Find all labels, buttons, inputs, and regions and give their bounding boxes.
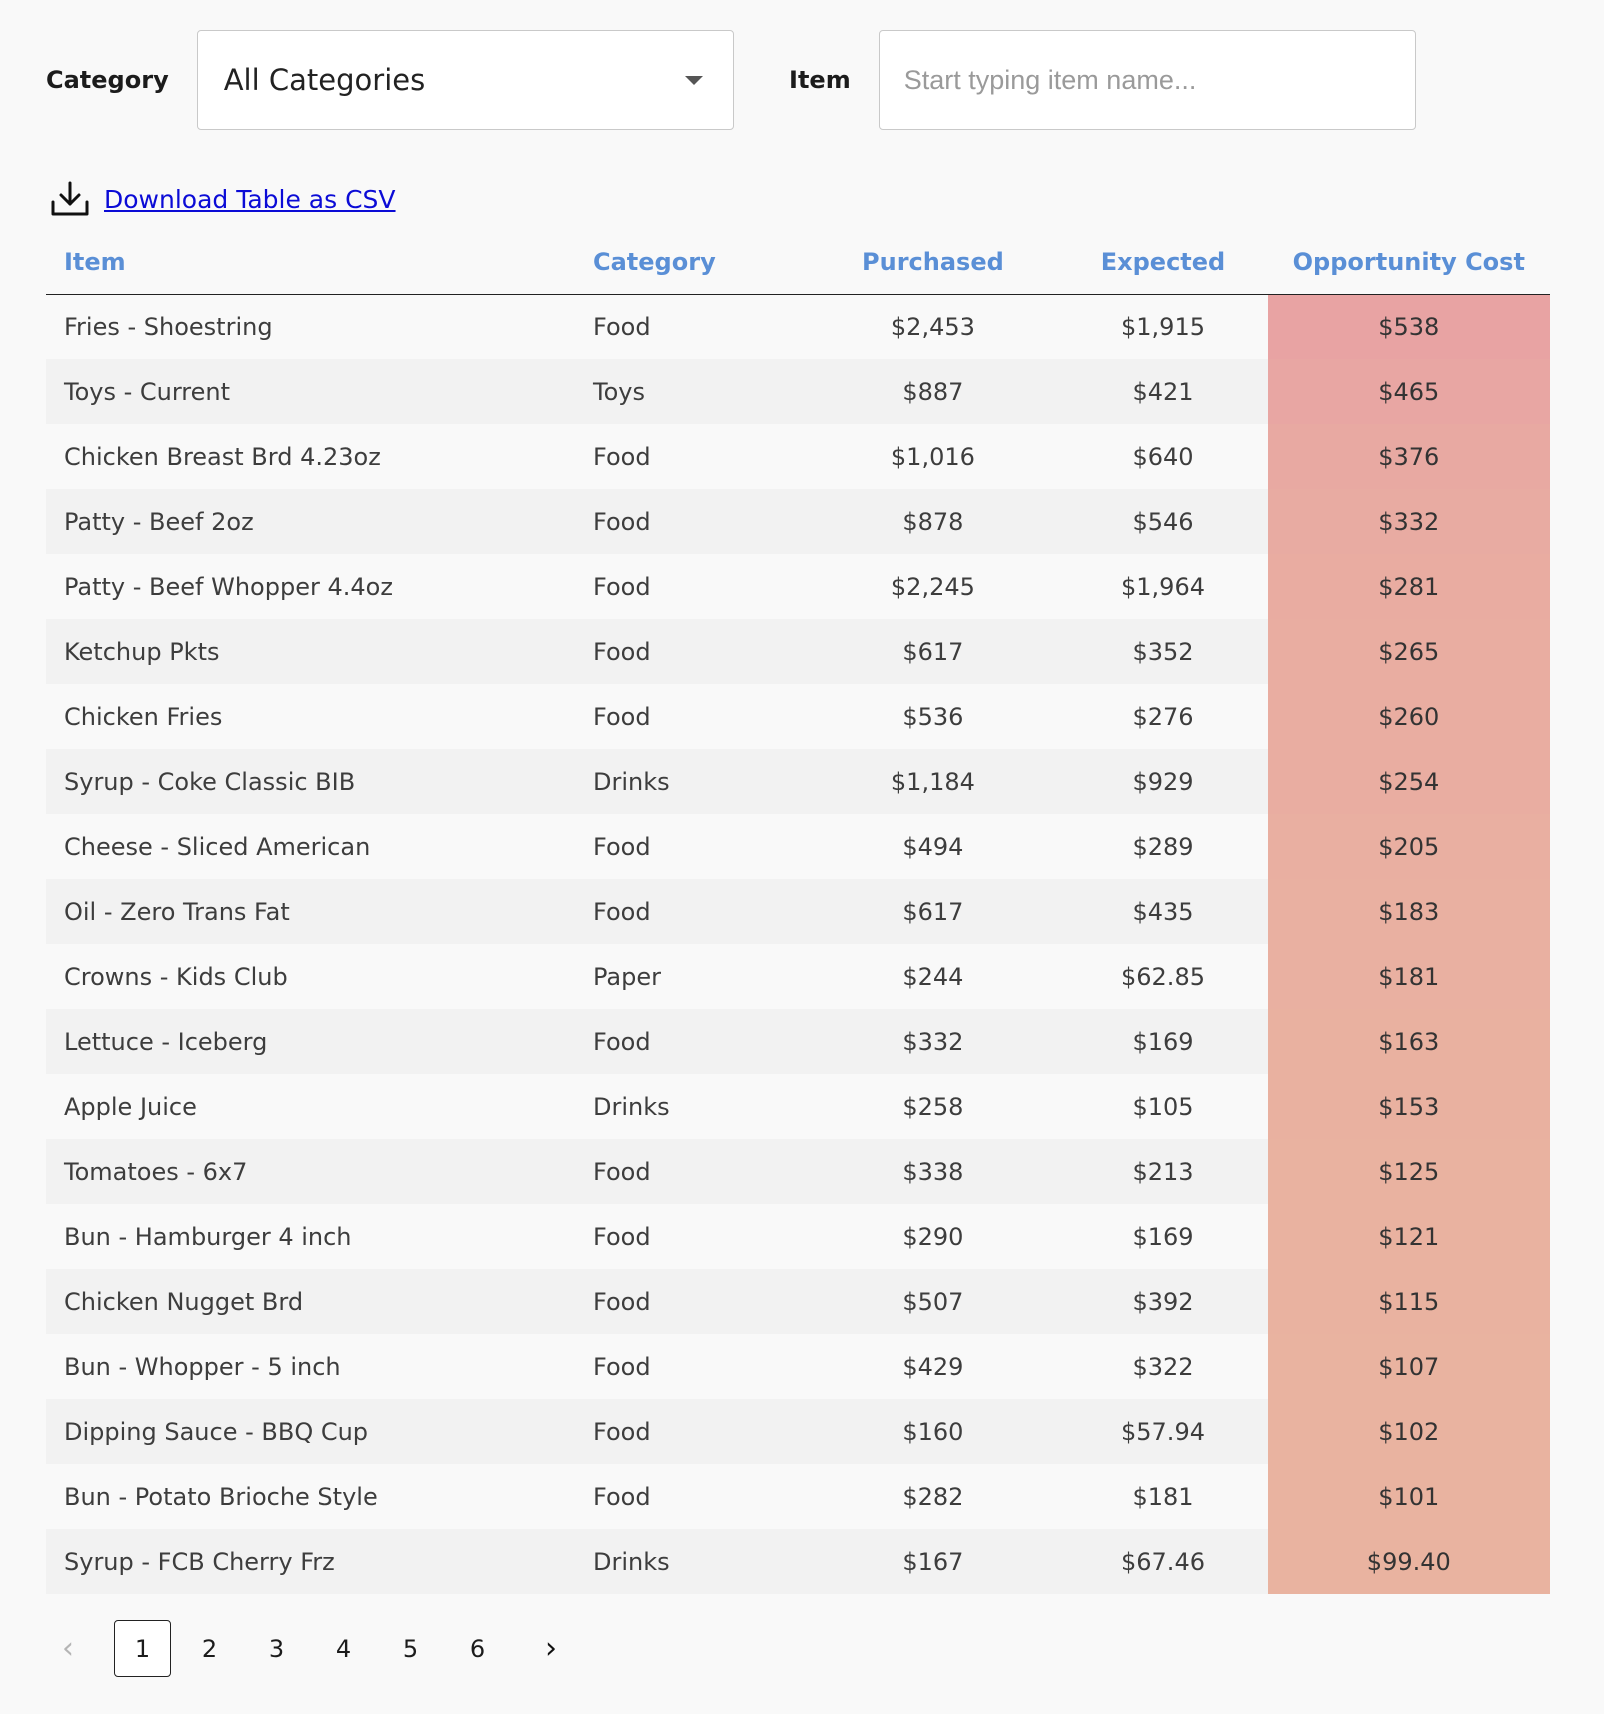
cell-opportunity-cost: $99.40 bbox=[1268, 1529, 1550, 1594]
cell-purchased: $429 bbox=[807, 1334, 1058, 1399]
cell-opportunity-cost: $115 bbox=[1268, 1269, 1550, 1334]
filter-bar bbox=[46, 30, 1416, 130]
table-row bbox=[46, 1204, 1550, 1269]
cell-purchased: $282 bbox=[807, 1464, 1058, 1529]
table-row bbox=[46, 1334, 1550, 1399]
cell-item: Cheese - Sliced American bbox=[46, 814, 593, 879]
table-body bbox=[46, 294, 1550, 1594]
cell-opportunity-cost: $181 bbox=[1268, 944, 1550, 1009]
cell-expected: $67.46 bbox=[1058, 1529, 1267, 1594]
cell-category: Food bbox=[593, 294, 807, 359]
cell-item: Lettuce - Iceberg bbox=[46, 1009, 593, 1074]
table-row bbox=[46, 944, 1550, 1009]
cell-opportunity-cost: $254 bbox=[1268, 749, 1550, 814]
cell-expected: $929 bbox=[1058, 749, 1267, 814]
cell-opportunity-cost: $107 bbox=[1268, 1334, 1550, 1399]
cell-purchased: $1,184 bbox=[807, 749, 1058, 814]
item-search-input[interactable] bbox=[879, 30, 1416, 130]
item-filter-label: Item bbox=[789, 66, 851, 94]
cell-item: Chicken Fries bbox=[46, 684, 593, 749]
cell-opportunity-cost: $101 bbox=[1268, 1464, 1550, 1529]
table-row bbox=[46, 1009, 1550, 1074]
table-row bbox=[46, 424, 1550, 489]
cell-expected: $322 bbox=[1058, 1334, 1267, 1399]
cell-category: Food bbox=[593, 489, 807, 554]
cell-category: Food bbox=[593, 1139, 807, 1204]
column-header-category[interactable]: Category bbox=[593, 230, 807, 294]
chevron-right-icon[interactable]: › bbox=[545, 1631, 557, 1666]
cell-item: Fries - Shoestring bbox=[46, 294, 593, 359]
download-icon[interactable] bbox=[50, 180, 90, 218]
download-csv[interactable] bbox=[50, 180, 396, 218]
cell-purchased: $1,016 bbox=[807, 424, 1058, 489]
cell-item: Patty - Beef 2oz bbox=[46, 489, 593, 554]
cell-opportunity-cost: $153 bbox=[1268, 1074, 1550, 1139]
cell-item: Chicken Nugget Brd bbox=[46, 1269, 593, 1334]
cell-expected: $352 bbox=[1058, 619, 1267, 684]
table-header-row bbox=[46, 230, 1550, 294]
cell-purchased: $494 bbox=[807, 814, 1058, 879]
cell-expected: $392 bbox=[1058, 1269, 1267, 1334]
category-filter-label: Category bbox=[46, 66, 169, 94]
table-row bbox=[46, 684, 1550, 749]
cell-expected: $421 bbox=[1058, 359, 1267, 424]
caret-down-icon bbox=[685, 76, 703, 85]
table-row bbox=[46, 1399, 1550, 1464]
cell-category: Food bbox=[593, 1334, 807, 1399]
page-3-button[interactable]: 3 bbox=[268, 1634, 285, 1663]
cell-category: Toys bbox=[593, 359, 807, 424]
table-row bbox=[46, 1139, 1550, 1204]
cell-item: Bun - Potato Brioche Style bbox=[46, 1464, 593, 1529]
cell-category: Food bbox=[593, 619, 807, 684]
cell-item: Chicken Breast Brd 4.23oz bbox=[46, 424, 593, 489]
table-row bbox=[46, 294, 1550, 359]
table-row bbox=[46, 359, 1550, 424]
cell-category: Drinks bbox=[593, 1529, 807, 1594]
column-header-expected[interactable]: Expected bbox=[1058, 230, 1267, 294]
cell-purchased: $160 bbox=[807, 1399, 1058, 1464]
cell-opportunity-cost: $465 bbox=[1268, 359, 1550, 424]
cell-purchased: $338 bbox=[807, 1139, 1058, 1204]
page-5-button[interactable]: 5 bbox=[402, 1634, 419, 1663]
cell-expected: $289 bbox=[1058, 814, 1267, 879]
cell-category: Food bbox=[593, 684, 807, 749]
cell-purchased: $507 bbox=[807, 1269, 1058, 1334]
cell-purchased: $2,245 bbox=[807, 554, 1058, 619]
cell-item: Dipping Sauce - BBQ Cup bbox=[46, 1399, 593, 1464]
cell-item: Patty - Beef Whopper 4.4oz bbox=[46, 554, 593, 619]
cell-item: Bun - Hamburger 4 inch bbox=[46, 1204, 593, 1269]
cell-category: Food bbox=[593, 1464, 807, 1529]
cell-purchased: $617 bbox=[807, 619, 1058, 684]
cell-opportunity-cost: $183 bbox=[1268, 879, 1550, 944]
cell-expected: $640 bbox=[1058, 424, 1267, 489]
page-6-button[interactable]: 6 bbox=[469, 1634, 486, 1663]
cell-expected: $169 bbox=[1058, 1204, 1267, 1269]
cell-expected: $276 bbox=[1058, 684, 1267, 749]
column-header-purchased[interactable]: Purchased bbox=[807, 230, 1058, 294]
cell-opportunity-cost: $125 bbox=[1268, 1139, 1550, 1204]
cell-expected: $62.85 bbox=[1058, 944, 1267, 1009]
column-header-item[interactable]: Item bbox=[46, 230, 593, 294]
cell-category: Drinks bbox=[593, 749, 807, 814]
cell-expected: $181 bbox=[1058, 1464, 1267, 1529]
cell-expected: $213 bbox=[1058, 1139, 1267, 1204]
table-row bbox=[46, 1269, 1550, 1334]
table-row bbox=[46, 749, 1550, 814]
cell-purchased: $258 bbox=[807, 1074, 1058, 1139]
cell-opportunity-cost: $265 bbox=[1268, 619, 1550, 684]
table-row bbox=[46, 554, 1550, 619]
cell-category: Food bbox=[593, 814, 807, 879]
table-row bbox=[46, 1074, 1550, 1139]
cell-category: Food bbox=[593, 879, 807, 944]
category-select[interactable] bbox=[197, 30, 734, 130]
cell-category: Food bbox=[593, 424, 807, 489]
cell-purchased: $332 bbox=[807, 1009, 1058, 1074]
pagination bbox=[50, 1620, 569, 1677]
cell-purchased: $617 bbox=[807, 879, 1058, 944]
chevron-left-icon[interactable]: ‹ bbox=[62, 1631, 74, 1666]
cell-expected: $1,915 bbox=[1058, 294, 1267, 359]
cell-item: Tomatoes - 6x7 bbox=[46, 1139, 593, 1204]
cell-expected: $435 bbox=[1058, 879, 1267, 944]
cell-opportunity-cost: $121 bbox=[1268, 1204, 1550, 1269]
cell-item: Syrup - FCB Cherry Frz bbox=[46, 1529, 593, 1594]
cell-purchased: $244 bbox=[807, 944, 1058, 1009]
cell-item: Ketchup Pkts bbox=[46, 619, 593, 684]
cell-item: Apple Juice bbox=[46, 1074, 593, 1139]
cell-opportunity-cost: $163 bbox=[1268, 1009, 1550, 1074]
table-row bbox=[46, 879, 1550, 944]
table-row bbox=[46, 619, 1550, 684]
cell-purchased: $878 bbox=[807, 489, 1058, 554]
cell-category: Food bbox=[593, 1399, 807, 1464]
page-1-button[interactable]: 1 bbox=[114, 1620, 171, 1677]
table-row bbox=[46, 1464, 1550, 1529]
cell-opportunity-cost: $538 bbox=[1268, 294, 1550, 359]
cell-expected: $1,964 bbox=[1058, 554, 1267, 619]
cell-category: Food bbox=[593, 1204, 807, 1269]
table-row bbox=[46, 1529, 1550, 1594]
cell-expected: $57.94 bbox=[1058, 1399, 1267, 1464]
cell-opportunity-cost: $205 bbox=[1268, 814, 1550, 879]
cell-expected: $169 bbox=[1058, 1009, 1267, 1074]
column-header-opportunity-cost[interactable]: Opportunity Cost bbox=[1268, 230, 1550, 294]
cell-expected: $546 bbox=[1058, 489, 1267, 554]
page-2-button[interactable]: 2 bbox=[201, 1634, 218, 1663]
cell-purchased: $290 bbox=[807, 1204, 1058, 1269]
cell-opportunity-cost: $332 bbox=[1268, 489, 1550, 554]
table-row bbox=[46, 814, 1550, 879]
opportunity-cost-table bbox=[46, 230, 1550, 1594]
cell-purchased: $536 bbox=[807, 684, 1058, 749]
table-row bbox=[46, 489, 1550, 554]
cell-purchased: $2,453 bbox=[807, 294, 1058, 359]
cell-category: Drinks bbox=[593, 1074, 807, 1139]
cell-item: Toys - Current bbox=[46, 359, 593, 424]
page-4-button[interactable]: 4 bbox=[335, 1634, 352, 1663]
cell-category: Paper bbox=[593, 944, 807, 1009]
cell-purchased: $167 bbox=[807, 1529, 1058, 1594]
cell-item: Oil - Zero Trans Fat bbox=[46, 879, 593, 944]
cell-opportunity-cost: $260 bbox=[1268, 684, 1550, 749]
category-select-value: All Categories bbox=[223, 63, 426, 97]
cell-opportunity-cost: $281 bbox=[1268, 554, 1550, 619]
page-numbers bbox=[86, 1620, 511, 1677]
cell-item: Crowns - Kids Club bbox=[46, 944, 593, 1009]
cell-item: Syrup - Coke Classic BIB bbox=[46, 749, 593, 814]
cell-purchased: $887 bbox=[807, 359, 1058, 424]
cell-opportunity-cost: $102 bbox=[1268, 1399, 1550, 1464]
cell-category: Food bbox=[593, 1269, 807, 1334]
cell-opportunity-cost: $376 bbox=[1268, 424, 1550, 489]
cell-item: Bun - Whopper - 5 inch bbox=[46, 1334, 593, 1399]
cell-category: Food bbox=[593, 554, 807, 619]
cell-expected: $105 bbox=[1058, 1074, 1267, 1139]
cell-category: Food bbox=[593, 1009, 807, 1074]
download-csv-link[interactable]: Download Table as CSV bbox=[104, 184, 396, 214]
